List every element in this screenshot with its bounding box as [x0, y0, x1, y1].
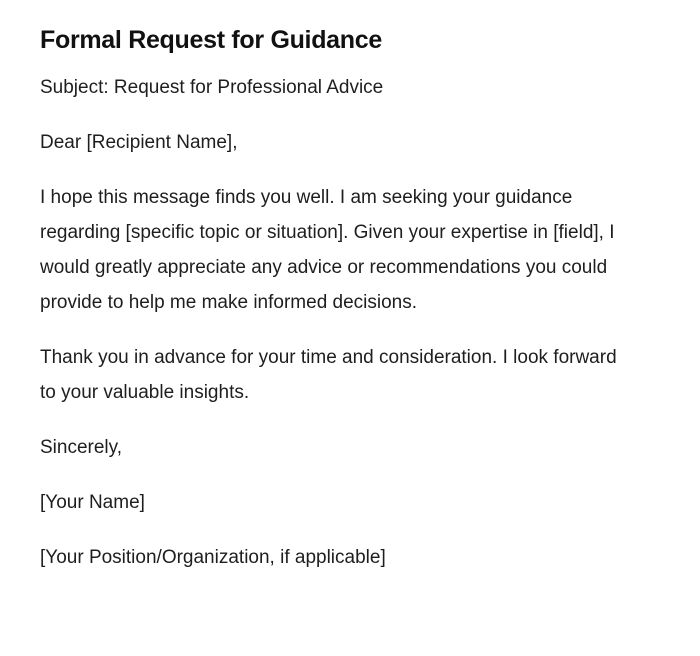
body-paragraph-1: I hope this message finds you well. I am seeking your guidance regarding [specific topic or situation]. Given your expertise in [field], I would greatly appreciate any advice or recommendations you could provide to help me make informed decisions.	[40, 187, 615, 313]
body-paragraph-2: Thank you in advance for your time and consideration. I look forward to your valuable insights.	[40, 347, 617, 403]
closing: Sincerely,	[40, 437, 123, 458]
document-title: Formal Request for Guidance	[40, 26, 382, 54]
signature-name: [Your Name]	[40, 492, 145, 513]
letter	[40, 24, 630, 595]
signature-position: [Your Position/Organization, if applicable]	[40, 547, 386, 568]
subject-line: Subject: Request for Professional Advice	[40, 77, 384, 98]
salutation: Dear [Recipient Name],	[40, 132, 238, 153]
